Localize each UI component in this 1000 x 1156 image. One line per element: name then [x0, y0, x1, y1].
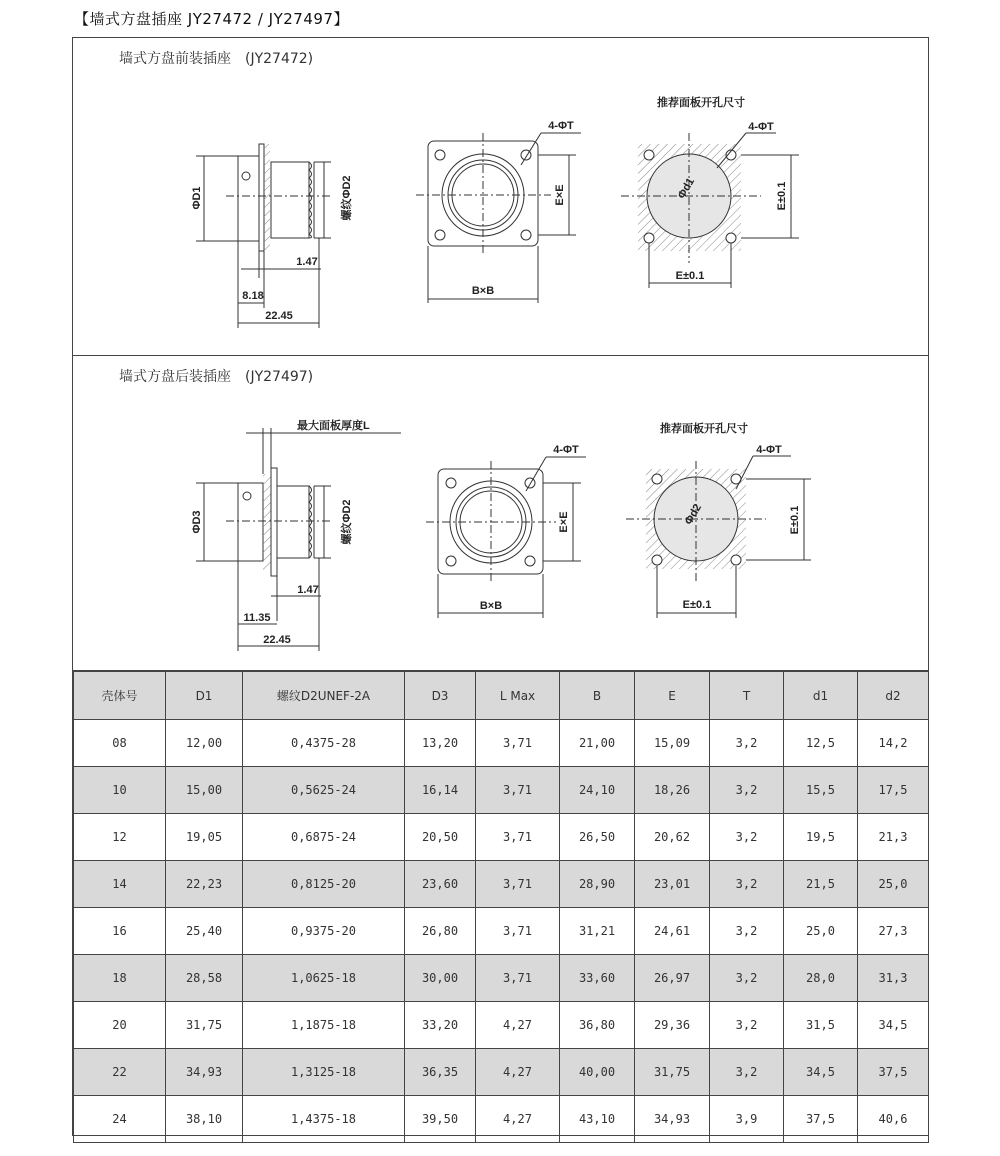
body-hole — [242, 172, 250, 180]
table-cell: 12 — [74, 814, 166, 861]
table-cell: 37,5 — [784, 1096, 858, 1143]
dim-a-label: 1.47 — [297, 584, 319, 596]
table-cell: 34,93 — [635, 1096, 710, 1143]
table-cell: 08 — [74, 720, 166, 767]
table-cell: 40,6 — [858, 1096, 929, 1143]
cutout-view — [621, 133, 799, 288]
table-cell: 1,0625-18 — [243, 955, 405, 1002]
table-cell: 3,2 — [710, 767, 784, 814]
table-cell: 24,10 — [560, 767, 635, 814]
document-title: 【墙式方盘插座 JY27472 / JY27497】 — [74, 10, 349, 28]
dim-b-label: 8.18 — [242, 290, 264, 302]
table-cell: 29,36 — [635, 1002, 710, 1049]
table-cell: 37,5 — [858, 1049, 929, 1096]
d2-cutout-label: Φd2 — [682, 502, 705, 527]
flange — [259, 144, 264, 251]
table-cell: 20,50 — [405, 814, 476, 861]
table-cell: 4,27 — [476, 1002, 560, 1049]
d3-label: ΦD3 — [191, 510, 203, 534]
flange — [271, 468, 277, 576]
datasheet-frame — [72, 37, 929, 1136]
column-header: B — [560, 672, 635, 720]
table-cell: 3,9 — [710, 1096, 784, 1143]
table-cell: 3,2 — [710, 1002, 784, 1049]
section-front-mount — [73, 38, 928, 356]
exe-label: E×E — [554, 184, 566, 206]
table-cell: 3,2 — [710, 955, 784, 1002]
table-row — [74, 955, 929, 1002]
table-cell: 22 — [74, 1049, 166, 1096]
column-header: 壳体号 — [74, 672, 166, 720]
table-cell: 3,2 — [710, 1049, 784, 1096]
section-rear-mount — [73, 356, 928, 671]
table-cell: 0,8125-20 — [243, 861, 405, 908]
table-cell: 18 — [74, 955, 166, 1002]
table-row — [74, 814, 929, 861]
table-row — [74, 1049, 929, 1096]
dim-c-label: 22.45 — [263, 634, 291, 646]
table-cell: 12,5 — [784, 720, 858, 767]
table-cell: 4,27 — [476, 1096, 560, 1143]
table-cell: 24 — [74, 1096, 166, 1143]
table-cell: 15,00 — [166, 767, 243, 814]
table-cell: 3,2 — [710, 720, 784, 767]
connector-body — [238, 156, 259, 241]
table-cell: 36,80 — [560, 1002, 635, 1049]
table-cell: 17,5 — [858, 767, 929, 814]
bxb-label: B×B — [471, 285, 495, 297]
table-cell: 31,75 — [635, 1049, 710, 1096]
thread-body — [277, 486, 309, 558]
table-cell: 22,23 — [166, 861, 243, 908]
cutout-height-label: E±0.1 — [789, 505, 801, 535]
table-cell: 40,00 — [560, 1049, 635, 1096]
table-row — [74, 861, 929, 908]
table-cell: 18,26 — [635, 767, 710, 814]
table-row — [74, 767, 929, 814]
table-cell: 0,6875-24 — [243, 814, 405, 861]
panel-thickness-label: 最大面板厚度L — [297, 420, 370, 432]
table-cell: 13,20 — [405, 720, 476, 767]
table-cell: 15,5 — [784, 767, 858, 814]
section-title: 墙式方盘前装插座 (JY27472) — [119, 51, 314, 67]
table-cell: 19,05 — [166, 814, 243, 861]
table-cell: 14,2 — [858, 720, 929, 767]
table-cell: 31,75 — [166, 1002, 243, 1049]
cutout-hole-label: 4-ΦT — [756, 444, 782, 456]
d2-label: 螺纹ΦD2 — [341, 499, 353, 545]
table-row — [74, 908, 929, 955]
table-cell: 3,2 — [710, 908, 784, 955]
dim-c-label: 22.45 — [265, 310, 293, 322]
cutout-title: 推荐面板开孔尺寸 — [660, 423, 748, 435]
table-cell: 10 — [74, 767, 166, 814]
front-view — [426, 457, 586, 618]
table-cell: 1,4375-18 — [243, 1096, 405, 1143]
table-cell: 0,4375-28 — [243, 720, 405, 767]
front-mount-drawings — [1, 38, 1000, 356]
table-cell: 28,90 — [560, 861, 635, 908]
side-view — [196, 428, 401, 651]
table-cell: 4,27 — [476, 1049, 560, 1096]
hole-label: 4-ΦT — [548, 120, 574, 132]
section-title: 墙式方盘后装插座 (JY27497) — [119, 369, 314, 385]
cutout-hole-label: 4-ΦT — [748, 121, 774, 133]
table-cell: 1,1875-18 — [243, 1002, 405, 1049]
panel-hatch — [263, 474, 271, 570]
exe-label: E×E — [558, 511, 570, 533]
table-header-row — [74, 672, 929, 720]
d1-label: ΦD1 — [191, 186, 203, 210]
table-cell: 20,62 — [635, 814, 710, 861]
table-cell: 36,35 — [405, 1049, 476, 1096]
table-cell: 23,01 — [635, 861, 710, 908]
column-header: d2 — [858, 672, 929, 720]
hole-label: 4-ΦT — [553, 444, 579, 456]
column-header: L Max — [476, 672, 560, 720]
table-cell: 28,0 — [784, 955, 858, 1002]
thread-body — [271, 162, 309, 238]
table-cell: 14 — [74, 861, 166, 908]
cutout-width-label: E±0.1 — [675, 270, 705, 282]
table-cell: 12,00 — [166, 720, 243, 767]
table-cell: 21,3 — [858, 814, 929, 861]
table-cell: 24,61 — [635, 908, 710, 955]
dim-a-label: 1.47 — [296, 256, 318, 268]
table-cell: 3,2 — [710, 861, 784, 908]
table-cell: 3,71 — [476, 767, 560, 814]
table-cell: 31,21 — [560, 908, 635, 955]
table-cell: 3,71 — [476, 861, 560, 908]
table-cell: 16 — [74, 908, 166, 955]
dim-b-label: 11.35 — [243, 612, 271, 624]
table-row — [74, 720, 929, 767]
table-cell: 21,5 — [784, 861, 858, 908]
table-cell: 0,9375-20 — [243, 908, 405, 955]
table-cell: 16,14 — [405, 767, 476, 814]
table-cell: 28,58 — [166, 955, 243, 1002]
front-view — [416, 133, 581, 303]
table-cell: 3,71 — [476, 908, 560, 955]
table-cell: 25,0 — [784, 908, 858, 955]
rear-mount-drawings — [1, 356, 1000, 671]
table-cell: 34,93 — [166, 1049, 243, 1096]
dimension-table — [73, 671, 929, 1143]
table-cell: 33,60 — [560, 955, 635, 1002]
table-cell: 31,5 — [784, 1002, 858, 1049]
cutout-height-label: E±0.1 — [776, 181, 788, 211]
column-header: T — [710, 672, 784, 720]
panel-hatch — [264, 144, 270, 251]
table-cell: 19,5 — [784, 814, 858, 861]
column-header: D3 — [405, 672, 476, 720]
table-cell: 1,3125-18 — [243, 1049, 405, 1096]
table-cell: 31,3 — [858, 955, 929, 1002]
column-header: D1 — [166, 672, 243, 720]
table-cell: 34,5 — [858, 1002, 929, 1049]
table-cell: 20 — [74, 1002, 166, 1049]
cutout-title: 推荐面板开孔尺寸 — [657, 97, 745, 109]
table-cell: 33,20 — [405, 1002, 476, 1049]
cutout-width-label: E±0.1 — [682, 599, 712, 611]
table-cell: 26,80 — [405, 908, 476, 955]
table-cell: 34,5 — [784, 1049, 858, 1096]
table-cell: 26,50 — [560, 814, 635, 861]
table-cell: 39,50 — [405, 1096, 476, 1143]
table-cell: 30,00 — [405, 955, 476, 1002]
d2-label: 螺纹ΦD2 — [341, 175, 353, 221]
table-cell: 21,00 — [560, 720, 635, 767]
column-header: 螺纹D2UNEF-2A — [243, 672, 405, 720]
cutout-view — [626, 456, 811, 618]
column-header: E — [635, 672, 710, 720]
table-cell: 38,10 — [166, 1096, 243, 1143]
table-cell: 25,40 — [166, 908, 243, 955]
table-cell: 23,60 — [405, 861, 476, 908]
column-header: d1 — [784, 672, 858, 720]
table-cell: 3,71 — [476, 814, 560, 861]
table-row — [74, 1002, 929, 1049]
table-cell: 27,3 — [858, 908, 929, 955]
table-cell: 26,97 — [635, 955, 710, 1002]
bxb-label: B×B — [479, 600, 503, 612]
table-cell: 3,71 — [476, 720, 560, 767]
table-row — [74, 1096, 929, 1143]
table-cell: 3,2 — [710, 814, 784, 861]
d1-cutout-label: Φd1 — [675, 176, 698, 201]
table-cell: 43,10 — [560, 1096, 635, 1143]
table-cell: 25,0 — [858, 861, 929, 908]
table-cell: 0,5625-24 — [243, 767, 405, 814]
table-cell: 3,71 — [476, 955, 560, 1002]
table-cell: 15,09 — [635, 720, 710, 767]
